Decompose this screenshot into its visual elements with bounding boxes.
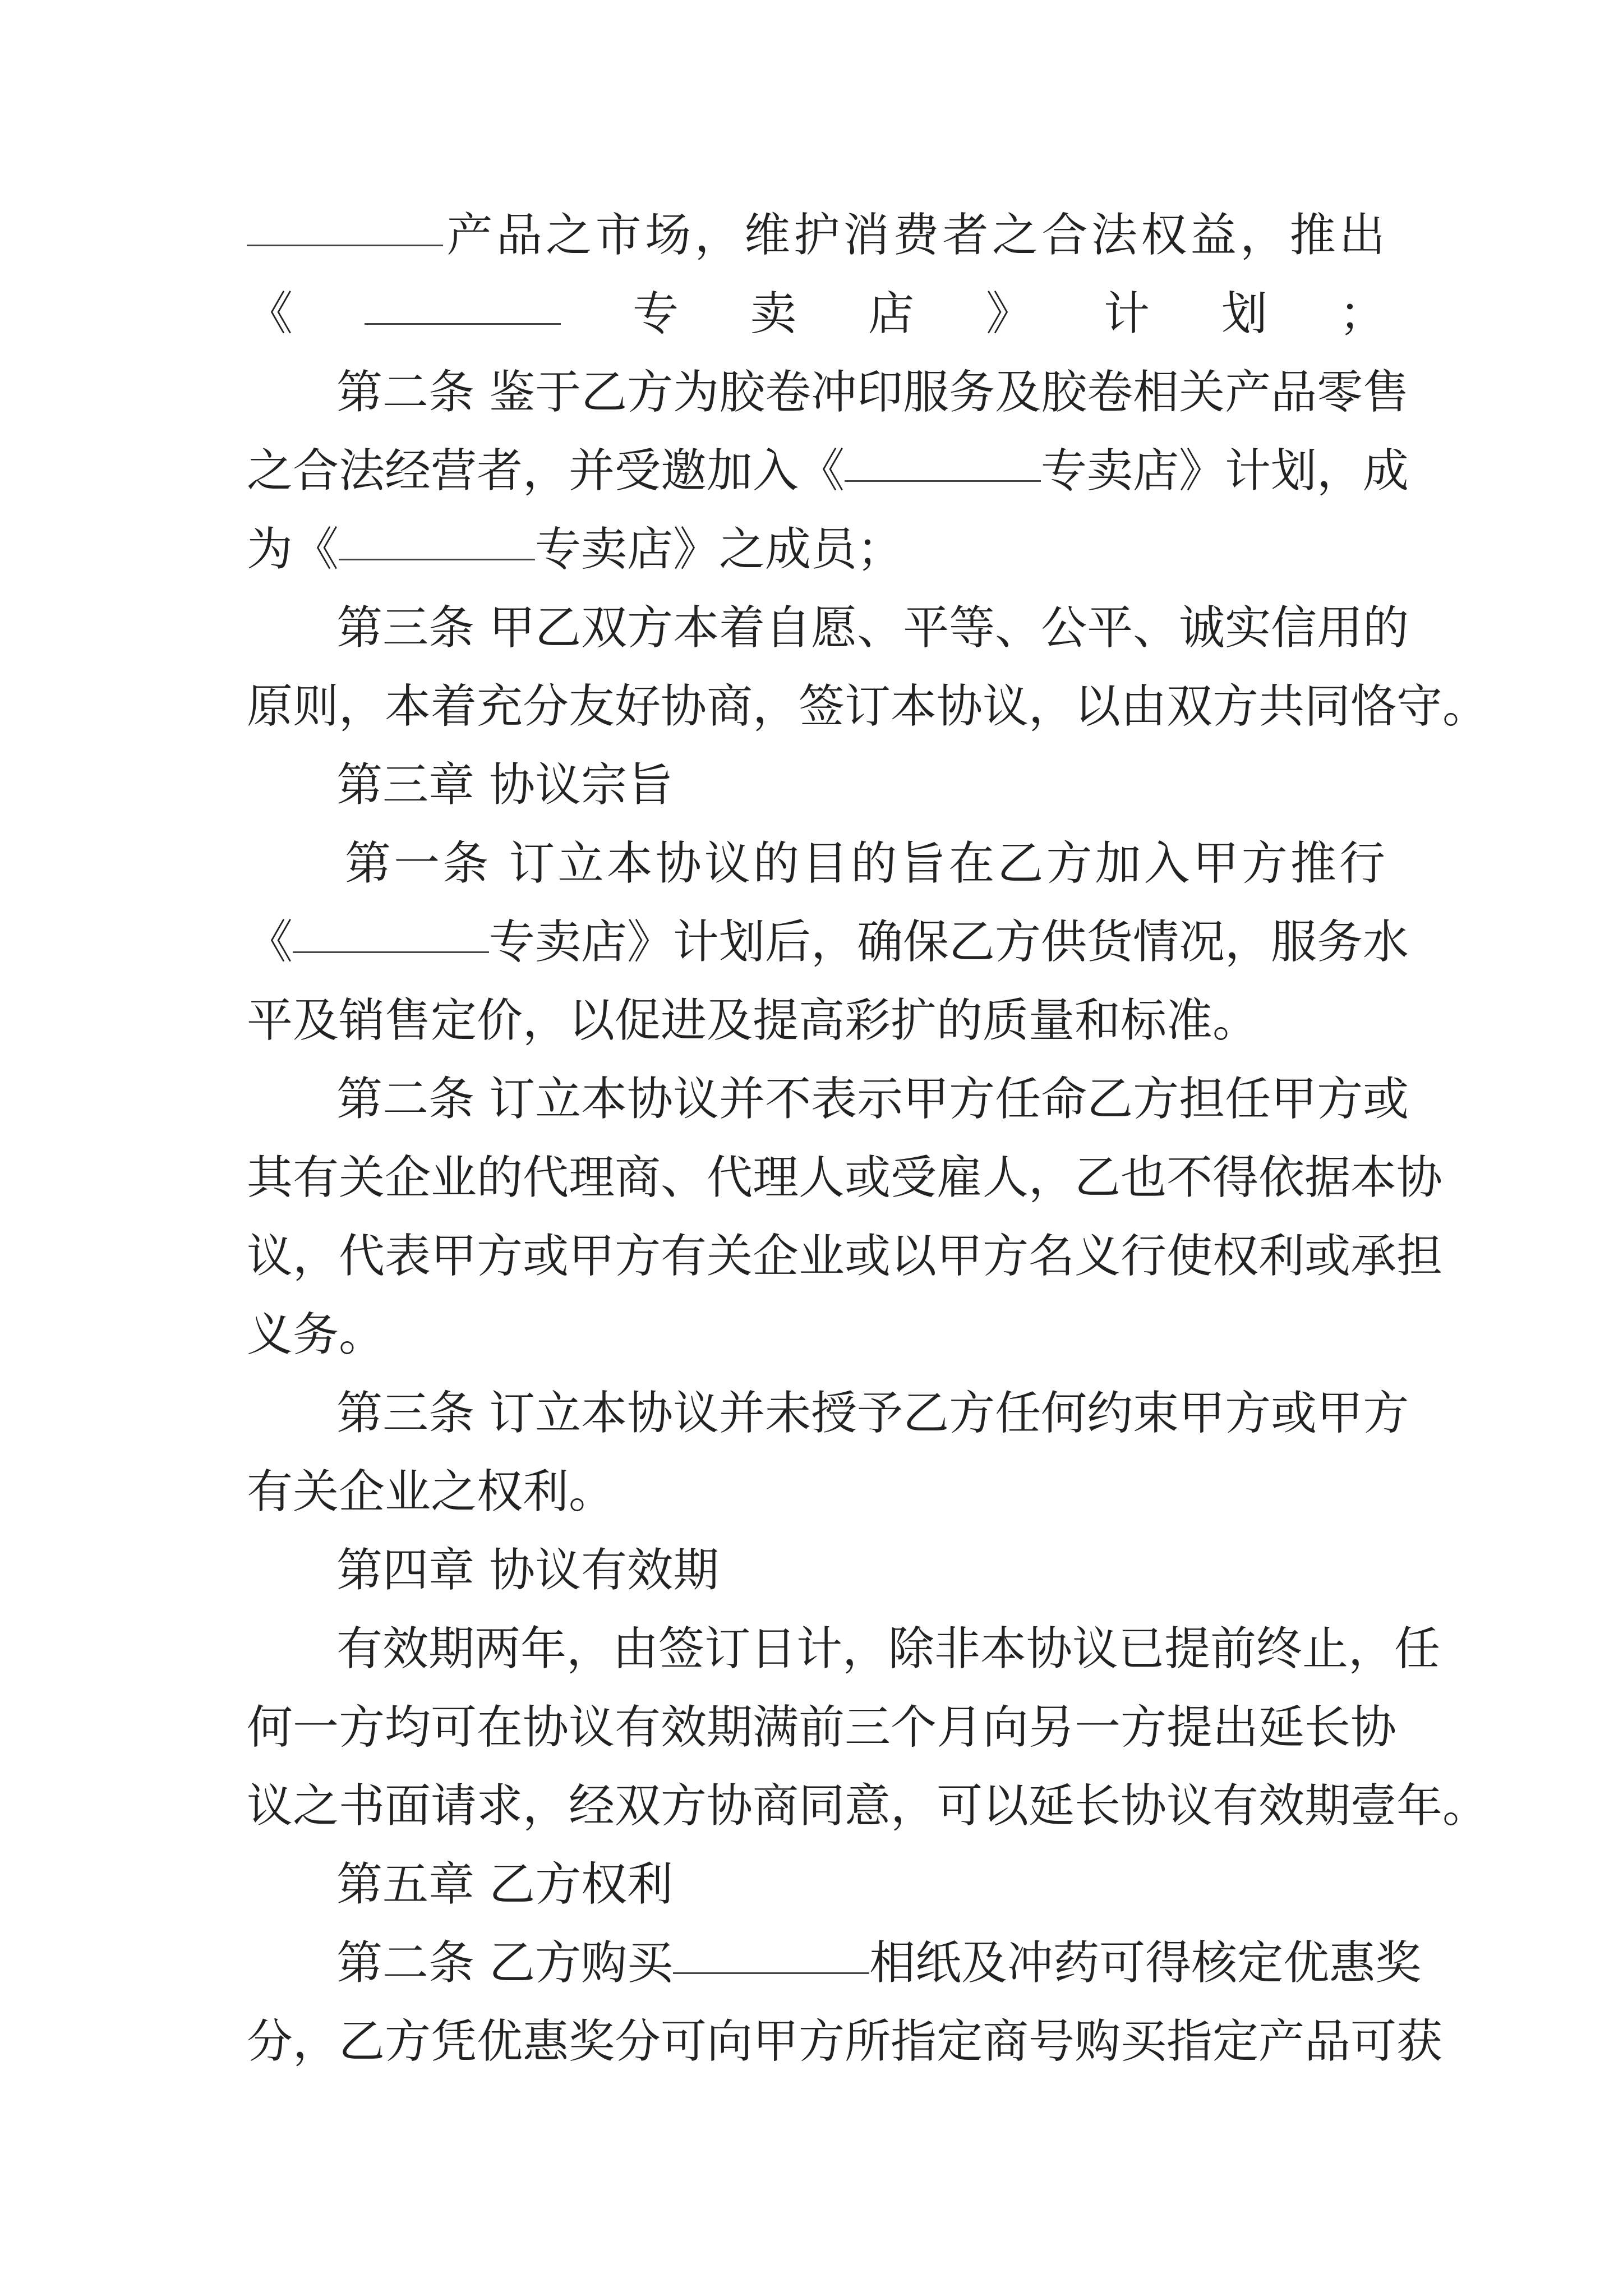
text-line-12: 第二条 订立本协议并不表示甲方任命乙方担任甲方或	[336, 1073, 1409, 1126]
fill-in-blank	[845, 480, 1041, 482]
text-line-9: 第一条 订立本协议的目的旨在乙方加入甲方推行	[345, 837, 1385, 890]
text-line-13: 其有关企业的代理商、代理人或受雇人，乙也不得依据本协	[247, 1151, 1443, 1204]
chapter-heading-4: 第四章 协议有效期	[336, 1544, 720, 1597]
text-line-19: 有效期两年，由签订日计，除非本协议已提前终止，任	[336, 1622, 1441, 1676]
text-line-23: 第二条 乙方购买 相纸及冲药可得核定优惠奖	[336, 1936, 1422, 1990]
text-line-16: 第三条 订立本协议并未授予乙方任何约束甲方或甲方	[336, 1387, 1409, 1440]
text-line-15: 义务。	[247, 1308, 385, 1361]
chapter-heading-5: 第五章 乙方权利	[336, 1858, 674, 1911]
text-line-5: 为《 专卖店》之成员；	[247, 523, 903, 576]
text-line-24: 分，乙方凭优惠奖分可向甲方所指定商号购买指定产品可获	[247, 2015, 1443, 2068]
fill-in-blank	[673, 1972, 869, 1974]
text-line-1: 产品之市场，维护消费者之合法权益，推出	[247, 196, 1385, 275]
text-line-20: 何一方均可在协议有效期满前三个月向另一方提出延长协	[247, 1701, 1397, 1754]
text-line-11: 平及销售定价，以促进及提高彩扩的质量和标准。	[247, 994, 1259, 1047]
text-line-6: 第三条 甲乙双方本着自愿、平等、公平、诚实信用的	[336, 601, 1409, 655]
text-line-14: 议，代表甲方或甲方有关企业或以甲方名义行使权利或承担	[247, 1230, 1443, 1283]
text-line-2: 《 专卖店》计划；	[247, 287, 1385, 341]
text-line-4: 之合法经营者，并受邀加入《 专卖店》计划，成	[247, 444, 1409, 498]
text-line-3: 第二条 鉴于乙方为胶卷冲印服务及胶卷相关产品零售	[336, 366, 1409, 419]
text-line-21: 议之书面请求，经双方协商同意，可以延长协议有效期壹年。	[247, 1779, 1489, 1833]
fill-in-blank	[339, 559, 535, 560]
fill-in-blank	[247, 245, 443, 246]
text-line-17: 有关企业之权利。	[247, 1465, 615, 1519]
fill-in-blank	[293, 951, 489, 953]
fill-in-blank	[365, 323, 561, 325]
chapter-heading-3: 第三章 协议宗旨	[336, 758, 674, 812]
text-line-10: 《 专卖店》计划后，确保乙方供货情况，服务水	[247, 915, 1409, 969]
text-line-7: 原则，本着充分友好协商，签订本协议，以由双方共同恪守。	[247, 680, 1489, 733]
